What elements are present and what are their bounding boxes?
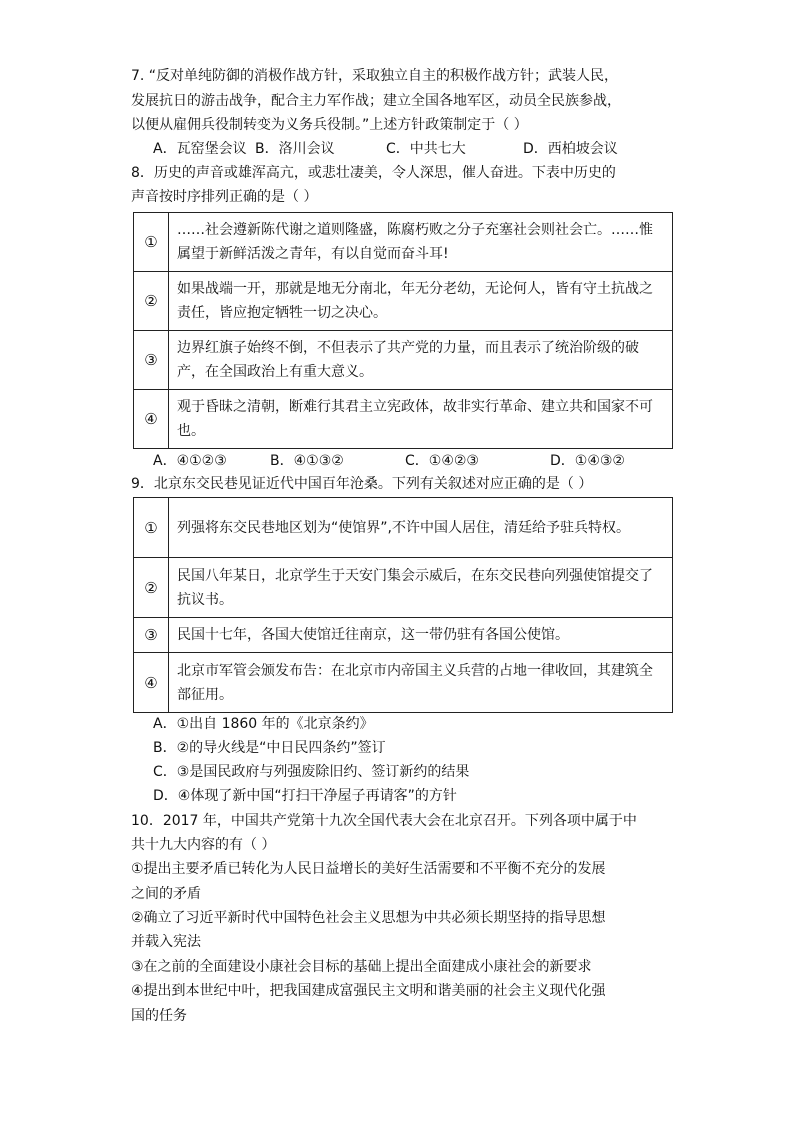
q8-option-a[interactable]: A．④①②③ [153,453,227,469]
q8-option-d[interactable]: D．①④③② [550,453,625,469]
q10-item-4-line-1: ④提出到本世纪中叶，把我国建成富强民主文明和谐美丽的社会主义现代化强 [131,983,606,999]
q9-line-1: 9．北京东交民巷见证近代中国百年沧桑。下列有关叙述对应正确的是（ ） [131,476,593,492]
q7-line-3: 以便从雇佣兵役制转变为义务兵役制。”上述方针政策制定于（ ） [131,117,528,133]
table-row [134,272,673,331]
row-number: ③ [134,331,169,390]
table-row [134,498,673,558]
row-number: ④ [134,653,169,713]
row-text: ……社会遵新陈代谢之道则隆盛，陈腐朽败之分子充塞社会则社会亡。……惟属望于新鲜活泼之青年，有以自觉而奋斗耳! [169,213,673,272]
q10-item-1-line-2: 之间的矛盾 [131,886,201,902]
table-row [134,331,673,390]
table-row [134,618,673,653]
q8-option-b[interactable]: B．④①③② [270,453,344,469]
row-number: ① [134,498,169,558]
row-text: 民国八年某日，北京学生于天安门集会示威后，在东交民巷向列强使馆提交了抗议书。 [169,558,673,618]
q9-option-d[interactable]: D．④体现了新中国“打扫干净屋子再请客”的方针 [153,788,457,804]
q7-option-a[interactable]: A．瓦窑堡会议 [153,141,247,157]
row-text: 列强将东交民巷地区划为“使馆界”,不许中国人居住，清廷给予驻兵特权。 [169,498,673,558]
q7-line-2: 发展抗日的游击战争，配合主力军作战；建立全国各地军区，动员全民族参战， [131,93,621,109]
table-row [134,653,673,713]
row-text: 观于昏昧之清朝，断难行其君主立宪政体，故非实行革命、建立共和国家不可也。 [169,390,673,449]
q7-line-1: 7. “反对单纯防御的消极作战方针，采取独立自主的积极作战方针；武装人民， [131,68,619,84]
q10-item-2-line-2: 并载入宪法 [131,934,201,950]
row-number: ① [134,213,169,272]
q9-option-b[interactable]: B．②的导火线是“中日民四条约”签订 [153,740,386,756]
q8-line-2: 声音按时序排列正确的是（ ） [131,189,318,205]
q10-item-1-line-1: ①提出主要矛盾已转化为人民日益增长的美好生活需要和不平衡不充分的发展 [131,861,606,877]
q10-line-2: 共十九大内容的有（ ） [131,837,276,853]
table-row [134,213,673,272]
q9-option-a[interactable]: A．①出自 1860 年的《北京条约》 [153,716,374,732]
row-text: 边界红旗子始终不倒，不但表示了共产党的力量，而且表示了统治阶级的破产，在全国政治上有重大意义。 [169,331,673,390]
row-number: ② [134,272,169,331]
row-number: ③ [134,618,169,653]
row-text: 如果战端一开，那就是地无分南北，年无分老幼，无论何人，皆有守土抗战之责任，皆应抱定牺牲一切之决心。 [169,272,673,331]
q8-options [153,451,625,471]
q7-option-d[interactable]: D．西柏坡会议 [523,141,618,157]
q8-table [133,212,673,449]
q10-item-4-line-2: 国的任务 [131,1008,187,1024]
q7-options [153,139,618,159]
q10-line-1: 10．2017 年，中国共产党第十九次全国代表大会在北京召开。下列各项中属于中 [131,813,637,829]
q8-line-1: 8．历史的声音或雄浑高亢，或悲壮凄美，令人深思，催人奋进。下表中历史的 [131,165,616,181]
q10-item-2-line-1: ②确立了习近平新时代中国特色社会主义思想为中共必须长期坚持的指导思想 [131,910,606,926]
table-row [134,558,673,618]
row-text: 北京市军管会颁发布告：在北京市内帝国主义兵营的占地一律收回，其建筑全部征用。 [169,653,673,713]
row-number: ④ [134,390,169,449]
q8-option-c[interactable]: C．①④②③ [405,453,479,469]
q9-option-c[interactable]: C．③是国民政府与列强废除旧约、签订新约的结果 [153,764,470,780]
q10-item-3-line-1: ③在之前的全面建设小康社会目标的基础上提出全面建成小康社会的新要求 [131,959,592,975]
table-row [134,390,673,449]
q7-option-b[interactable]: B．洛川会议 [255,141,335,157]
row-number: ② [134,558,169,618]
q7-option-c[interactable]: C．中共七大 [386,141,466,157]
row-text: 民国十七年，各国大使馆迁往南京，这一带仍驻有各国公使馆。 [169,618,673,653]
q9-table [133,497,673,713]
